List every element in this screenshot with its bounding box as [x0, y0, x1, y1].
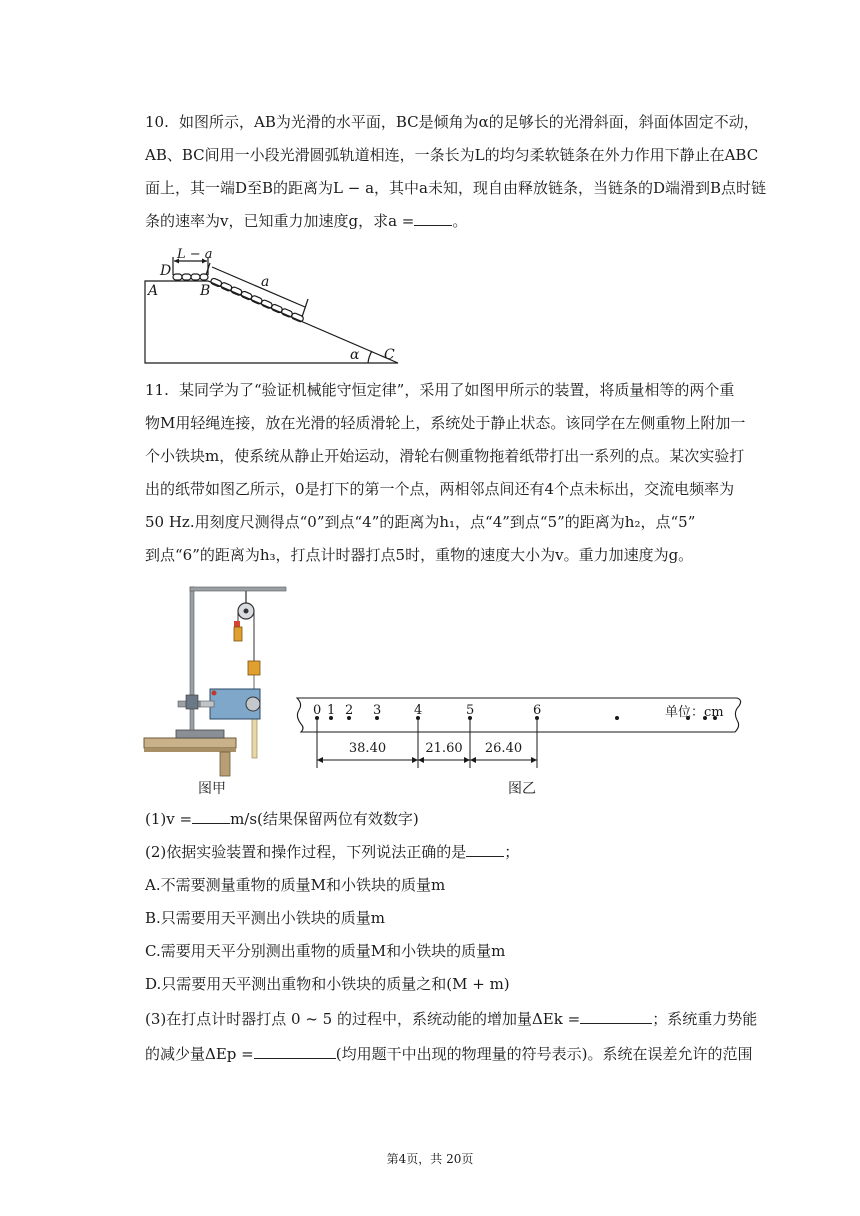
q10-line-2: AB、BC间用一小段光滑圆弧轨道相连，一条长为L的均匀柔软链条在外力作用下静止在ABC: [145, 146, 759, 164]
tape-point-label: 3: [373, 703, 382, 718]
dimension-arrow: [418, 757, 424, 763]
tape-point-label: 4: [414, 703, 423, 718]
answer-blank[interactable]: [414, 211, 452, 226]
sub-question-3-line-1: (3)在打点计时器打点 0 ~ 5 的过程中，系统动能的增加量ΔEk = ；系统重力势能: [145, 1010, 758, 1028]
label-A: A: [148, 283, 159, 299]
sub-question-2: (2)依据实验装置和操作过程，下列说法正确的是 ；: [145, 843, 520, 861]
answer-blank-2[interactable]: [466, 842, 504, 857]
label-a: a: [261, 274, 270, 290]
label-alpha: α: [350, 347, 360, 363]
tape-point-label: 2: [345, 703, 354, 718]
q11-line-3: 个小铁块m，使系统从静止开始运动，滑轮右侧重物拖着纸带打出一系列的点。某次实验打: [145, 447, 745, 465]
dimension-arrow: [317, 757, 323, 763]
question-10: [145, 106, 767, 238]
tape-point-label: 1: [327, 703, 336, 718]
q10-number: 10.: [145, 113, 169, 131]
option-C: C.需要用天平分别测出重物的质量M和小铁块的质量m: [145, 942, 506, 960]
tape-point-label: 0: [313, 703, 322, 718]
answer-blank-3b[interactable]: [254, 1044, 336, 1059]
tape-point-label: 6: [533, 703, 542, 718]
answer-blank-3a[interactable]: [580, 1009, 652, 1024]
apparatus-figure: [140, 583, 290, 778]
option-B: B.只需要用天平测出小铁块的质量m: [145, 909, 386, 927]
tape-unit-label: 单位：cm: [665, 705, 724, 720]
label-L-minus-a: L − a: [177, 247, 213, 262]
q11-line-1: 11. 某同学为了“验证机械能守恒定律”，采用了如图甲所示的装置，将质量相等的两个重: [145, 374, 750, 407]
label-C: C: [384, 347, 395, 363]
q11-line-2: 物M用轻绳连接，放在光滑的轻质滑轮上，系统处于静止状态。该同学在左侧重物上附加一: [145, 414, 746, 432]
q11-line-6: 到点“6”的距离为h₃，打点计时器打点5时，重物的速度大小为v。重力加速度为g。: [145, 546, 694, 564]
q11-line-5: 50 Hz.用刻度尺测得点“0”到点“4”的距离为h₁，点“4”到点“5”的距离为h₂，点“5”: [145, 513, 696, 531]
dimension-label: 26.40: [484, 741, 523, 756]
incline-figure: [140, 245, 405, 370]
answer-blank-1[interactable]: [192, 809, 230, 824]
dimension-label: 21.60: [425, 741, 463, 756]
chain-horizontal: [173, 274, 208, 280]
fig-caption-jia: 图甲: [198, 781, 226, 797]
dimension-arrow: [412, 757, 418, 763]
tape-point-label: 5: [466, 703, 475, 718]
q10-line-4: 条的速率为v，已知重力加速度g，求a = 。: [145, 212, 468, 230]
sub-question-1: (1)v = m/s(结果保留两位有效数字): [145, 810, 419, 828]
dimension-arrow: [531, 757, 537, 763]
label-D: D: [160, 263, 172, 279]
label-B: B: [200, 283, 211, 299]
option-D: D.只需要用天平测出重物和小铁块的质量之和(M + m): [145, 975, 510, 993]
dimension-label: 38.40: [348, 741, 387, 756]
q10-line-3: 面上，其一端D至B的距离为L − a，其中a未知，现自由释放链条，当链条的D端滑到B点时链: [145, 179, 767, 197]
q10-line-1: 10. 如图所示，AB为光滑的水平面，BC是倾角为α的足够长的光滑斜面，斜面体固定不动，: [145, 106, 750, 139]
option-A: A.不需要测量重物的质量M和小铁块的质量m: [145, 876, 446, 894]
fig-caption-yi: 图乙: [508, 781, 536, 797]
dimension-arrow: [464, 757, 470, 763]
paper-tape-figure: [295, 690, 750, 772]
dimension-arrow: [470, 757, 476, 763]
incline-block: [145, 281, 398, 363]
sub-question-3-line-2: 的减少量ΔEp = (均用题干中出现的物理量的符号表示)。系统在误差允许的范围: [145, 1045, 753, 1063]
question-11: [145, 374, 750, 572]
q11-number: 11.: [145, 381, 169, 399]
tape-dot-extra: [615, 716, 619, 720]
q11-line-4: 出的纸带如图乙所示，0是打下的第一个点，两相邻点间还有4个点未标出，交流电频率为: [145, 480, 735, 498]
page-footer: 第4页，共 20页: [386, 1152, 474, 1166]
